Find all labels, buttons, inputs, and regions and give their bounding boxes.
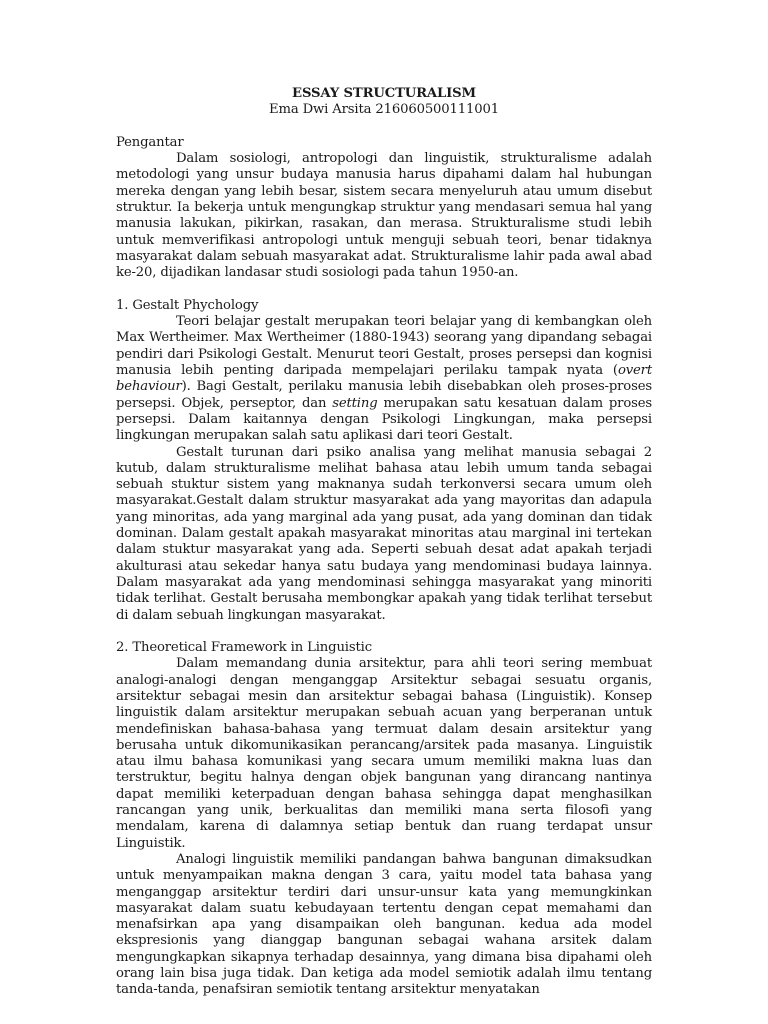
intro-paragraph [116,151,652,281]
text-run: Dalam memandang dunia arsitektur, para ahli teori sering membuat analogi-analogi dengan menganggap Arsitektur sebagai sesuatu organis, arsitektur sebagai mesin dan arsitektur sebagai bahasa (Linguistik). Konsep linguistik dalam arsitektur merupakan sebuah acuan yang berperanan untuk mendefiniskan bahasa-bahasa yang termuat dalam desain arsitektur yang berusaha untuk dikomunikasikan perancang/arsitek pada masanya. Linguistik atau ilmu bahasa komunikasi yang secara umum memiliki makna luas dan terstruktur, begitu halnya dengan objek bangunan yang dirancang nantinya dapat memiliki keterpaduan dengan bahasa sehingga dapat menghasilkan rancangan yang unik, berkualitas dan memiliki mana serta filosofi yang mendalam, karena di dalamnya setiap bentuk dan ruang terdapat unsur Linguistik. [116,656,652,851]
essay-title: ESSAY STRUCTURALISM [292,86,476,101]
section2-heading: 2. Theoretical Framework in Linguistic [116,640,372,656]
essay-body [116,86,652,999]
author-line: Ema Dwi Arsita 216060500111001 [269,102,499,118]
text-run: Dalam sosiologi, antropologi dan linguistik, strukturalisme adalah metodologi yang unsur budaya manusia harus dipahami dalam hal hubungan mereka dengan yang lebih besar, sistem secara menyeluruh atau umum disebut struktur. Ia bekerja untuk mengungkap struktur yang mendasari semua hal yang manusia lakukan, pikirkan, rasakan, dan merasa. Strukturalisme studi lebih untuk memverifikasi antropologi untuk menguji sebuah teori, benar tidaknya masyarakat dalam sebuah masyarakat adat. Strukturalisme lahir pada awal abad ke-20, dijadikan landasar studi sosiologi pada tahun 1950-an. [116,151,652,281]
text-run: Teori belajar gestalt merupakan teori belajar yang di kembangkan oleh Max Wertheimer. Max Wertheimer (1880-1943) seorang yang dipandang sebagai pendiri dari Psikologi Gestalt. Menurut teori Gestalt, proses persepsi dan kognisi manusia lebih penting daripada mempelajari perilaku tampak nyata ( [116,314,652,379]
intro-heading: Pengantar [116,134,184,150]
italic-term: setting [332,395,378,411]
text-run: merupakan satu kesatuan dalam proses persepsi. Dalam kaitannya dengan Psikologi Lingkungan, maka persepsi lingkungan merupakan salah satu aplikasi dari teori Gestalt. [116,395,653,444]
text-run: ). Bagi Gestalt, perilaku manusia lebih disebabkan oleh proses-proses persepsi. Objek, perseptor, dan [116,379,652,411]
spacer [116,282,652,298]
spacer [116,624,652,640]
section1-heading: 1. Gestalt Phychology [116,297,259,313]
text-run: Gestalt turunan dari psiko analisa yang melihat manusia sebagai 2 kutub, dalam strukturalisme melihat bahasa atau lebih umum tanda sebagai sebuah stuktur sistem yang maknanya sudah terkonversi secara umum oleh masyarakat.Gestalt dalam struktur masyarakat ada yang mayoritas dan adapula yang minoritas, ada yang marginal ada yang pusat, ada yang dominan dan tidak dominan. Dalam gestalt apakah masyarakat minoritas atau marginal ini tertekan dalam stuktur masyarakat yang ada. Seperti sebuah desat adat apakah terjadi akulturasi atau sekedar hanya satu budaya yang mendominasi budaya lainnya. Dalam masyarakat ada yang mendominasi sehingga masyarakat yang minoriti tidak terlihat. Gestalt berusaha membongkar apakah yang tidak terlihat tersebut di dalam sebuah lingkungan masyarakat. [116,444,652,623]
section1-paragraph-2 [116,445,652,624]
text-run: Analogi linguistik memiliki pandangan bahwa bangunan dimaksudkan untuk menyampaikan makna dengan 3 cara, yaitu model tata bahasa yang menganggap arsitektur terdiri dari unsur-unsur kata yang memungkinkan masyarakat dalam suatu kebudayaan tertentu dengan cepat memahami dan menafsirkan apa yang disampaikan oleh bangunan. kedua ada model ekspresionis yang dianggap bangunan sebagai wahana arsitek dalam mengungkapkan sikapnya terhadap desainnya, yang dimana bisa dipahami oleh orang lain bisa juga tidak. Dan ketiga ada model semiotik adalah ilmu tentang tanda-tanda, penafsiran semiotik tentang arsitektur menyatakan [116,851,652,998]
italic-term: overt behaviour [116,363,652,395]
section1-paragraph-1 [116,314,652,444]
section2-paragraph-1 [116,656,652,852]
section2-paragraph-2 [116,852,652,999]
